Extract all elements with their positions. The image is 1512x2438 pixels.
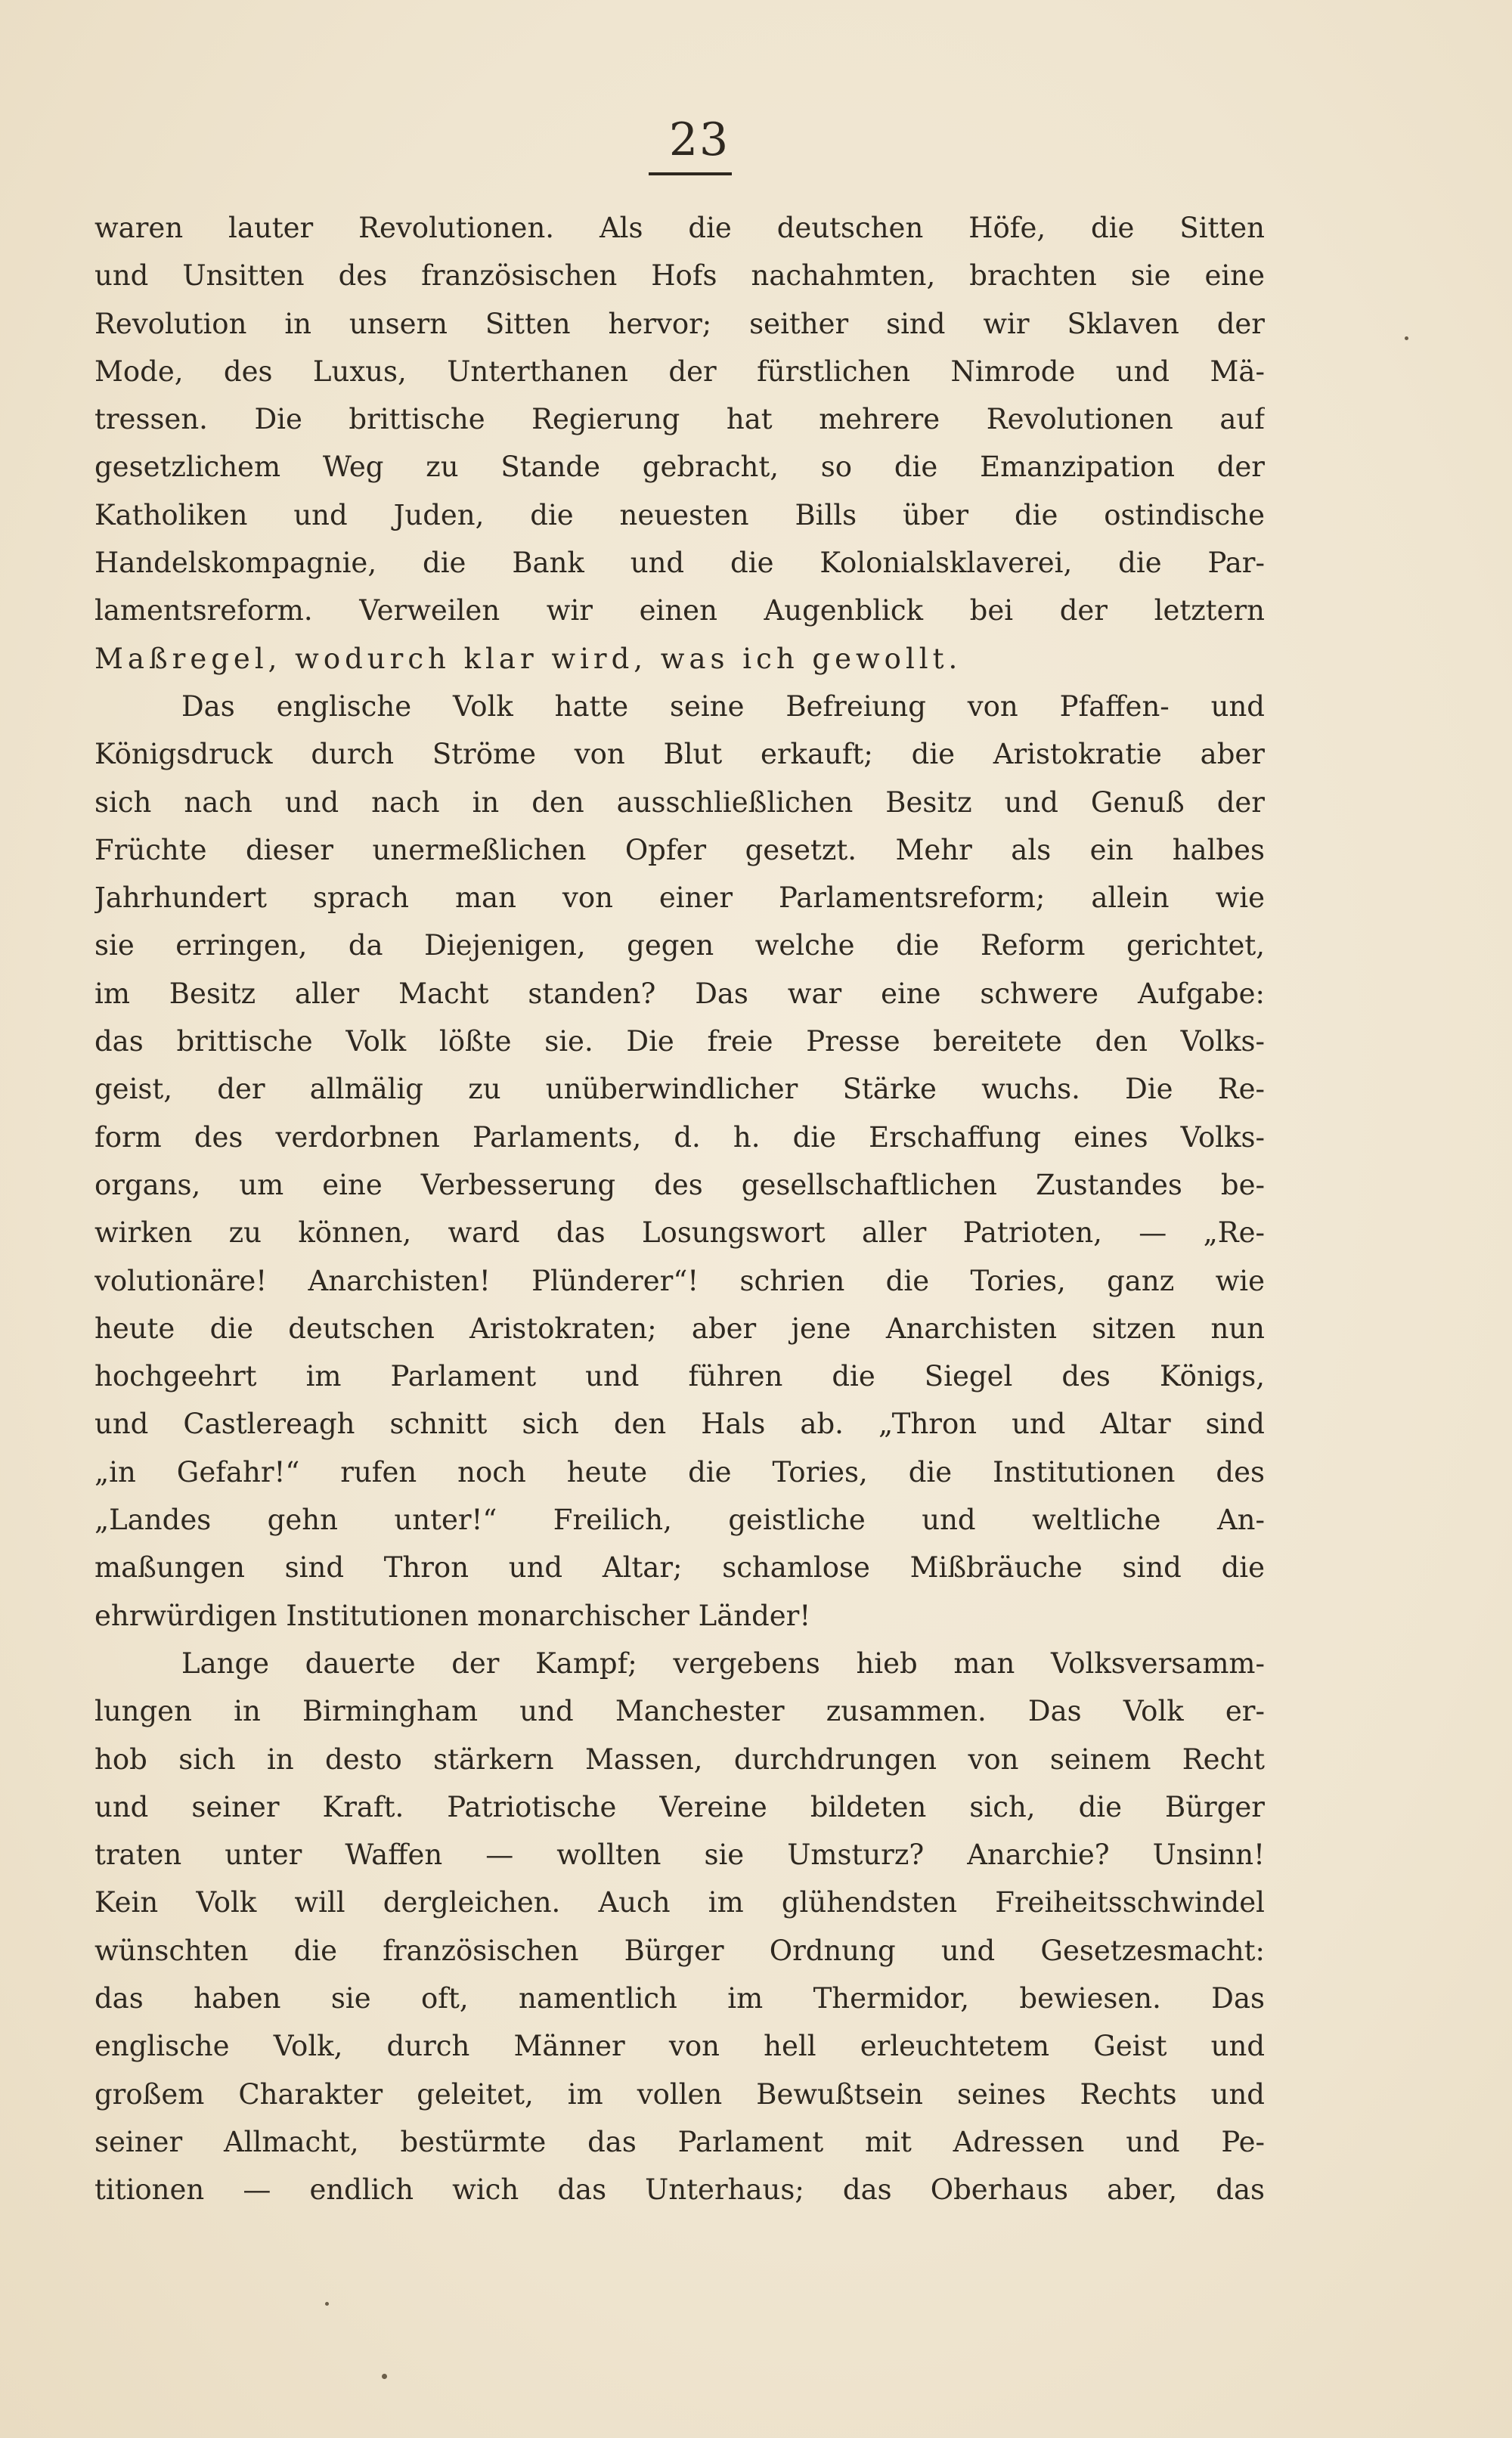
text-line: heute die deutschen Aristokraten; aber jene Anarchisten sitzen nun (94, 1312, 1265, 1345)
text-line: „in Gefahr!“ rufen noch heute die Tories, die Institutionen des (94, 1455, 1265, 1489)
text-line: gesetzlichem Weg zu Stande gebracht, so die Emanzipation der (94, 451, 1265, 484)
text-line: lamentsreform. Verweilen wir einen Augenblick bei der letztern (94, 594, 1265, 627)
text-line: form des verdorbnen Parlaments, d. h. die Erschaffung eines Volks- (94, 1120, 1265, 1154)
text-line: Lange dauerte der Kampf; vergebens hieb man Volksversamm- (181, 1647, 1265, 1680)
text-line: seiner Allmacht, bestürmte das Parlament mit Adressen und Pe- (94, 2125, 1265, 2158)
text-line: im Besitz aller Macht standen? Das war eine schwere Aufgabe: (94, 977, 1265, 1010)
text-line: hochgeehrt im Parlament und führen die Siegel des Königs, (94, 1360, 1265, 1393)
text-line: Früchte dieser unermeßlichen Opfer gesetzt. Mehr als ein halbes (94, 833, 1265, 866)
text-line: und Unsitten des französischen Hofs nachahmten, brachten sie eine (94, 259, 1265, 293)
text-line: englische Volk, durch Männer von hell erleuchtetem Geist und (94, 2030, 1265, 2063)
text-line: wünschten die französischen Bürger Ordnung und Gesetzesmacht: (94, 1934, 1265, 1967)
text-line: Das englische Volk hatte seine Befreiung von Pfaffen- und (181, 689, 1265, 723)
text-line: und Castlereagh schnitt sich den Hals ab. „Thron und Altar sind (94, 1408, 1265, 1441)
text-body (94, 204, 1265, 2213)
text-line: das brittische Volk lößte sie. Die freie Presse bereitete den Volks- (94, 1025, 1265, 1058)
text-line: traten unter Waffen — wollten sie Umsturz? Anarchie? Unsinn! (94, 1839, 1265, 1872)
text-line: organs, um eine Verbesserung des gesellschaftlichen Zustandes be- (94, 1168, 1265, 1201)
text-line: maßungen sind Thron und Altar; schamlose Mißbräuche sind die (94, 1551, 1265, 1585)
text-line: und seiner Kraft. Patriotische Vereine bildeten sich, die Bürger (94, 1790, 1265, 1823)
text-line: Revolution in unsern Sitten hervor; seither sind wir Sklaven der (94, 307, 1265, 340)
text-line: lungen in Birmingham und Manchester zusammen. Das Volk er- (94, 1695, 1265, 1728)
paragraph-3 (94, 1640, 1265, 2214)
text-line: sich nach und nach in den ausschließlichen Besitz und Genuß der (94, 785, 1265, 819)
text-line: titionen — endlich wich das Unterhaus; das Oberhaus aber, das (94, 2173, 1265, 2207)
text-line: hob sich in desto stärkern Massen, durchdrungen von seinem Recht (94, 1743, 1265, 1776)
text-line: wirken zu können, ward das Losungswort aller Patrioten, — „Re- (94, 1216, 1265, 1250)
text-line: Handelskompagnie, die Bank und die Kolonialsklaverei, die Par- (94, 547, 1265, 580)
text-line: „Landes gehn unter!“ Freilich, geistliche und weltliche An- (94, 1504, 1265, 1537)
text-line: ehrwürdigen Institutionen monarchischer Länder! (94, 1599, 811, 1632)
text-line: sie erringen, da Diejenigen, gegen welche die Reform gerichtet, (94, 929, 1265, 962)
paragraph-2 (94, 683, 1265, 1640)
text-line: Kein Volk will dergleichen. Auch im glühendsten Freiheitsschwindel (94, 1886, 1265, 1919)
text-line: großem Charakter geleitet, im vollen Bewußtsein seines Rechts und (94, 2077, 1265, 2111)
text-line: Katholiken und Juden, die neuesten Bills über die ostindische (94, 498, 1265, 531)
text-line: Maßregel, wodurch klar wird, was ich gewollt. (94, 642, 962, 675)
text-line: Mode, des Luxus, Unterthanen der fürstlichen Nimrode und Mä- (94, 355, 1265, 388)
text-line: waren lauter Revolutionen. Als die deutschen Höfe, die Sitten (94, 212, 1265, 244)
paragraph-1 (94, 204, 1265, 683)
text-line: volutionäre! Anarchisten! Plünderer“! schrien die Tories, ganz wie (94, 1264, 1265, 1297)
paper-speck (382, 2374, 387, 2379)
page-number-rule (649, 172, 732, 175)
paper-speck (325, 2302, 329, 2306)
text-line: tressen. Die brittische Regierung hat mehrere Revolutionen auf (94, 403, 1265, 436)
page-number: 23 (668, 113, 730, 166)
text-line: das haben sie oft, namentlich im Thermidor, bewiesen. Das (94, 1981, 1265, 2015)
text-line: Königsdruck durch Ströme von Blut erkauft; die Aristokratie aber (94, 738, 1265, 771)
paper-speck (1405, 336, 1408, 340)
text-line: Jahrhundert sprach man von einer Parlamentsreform; allein wie (94, 881, 1265, 915)
text-line: geist, der allmälig zu unüberwindlicher Stärke wuchs. Die Re- (94, 1073, 1265, 1106)
